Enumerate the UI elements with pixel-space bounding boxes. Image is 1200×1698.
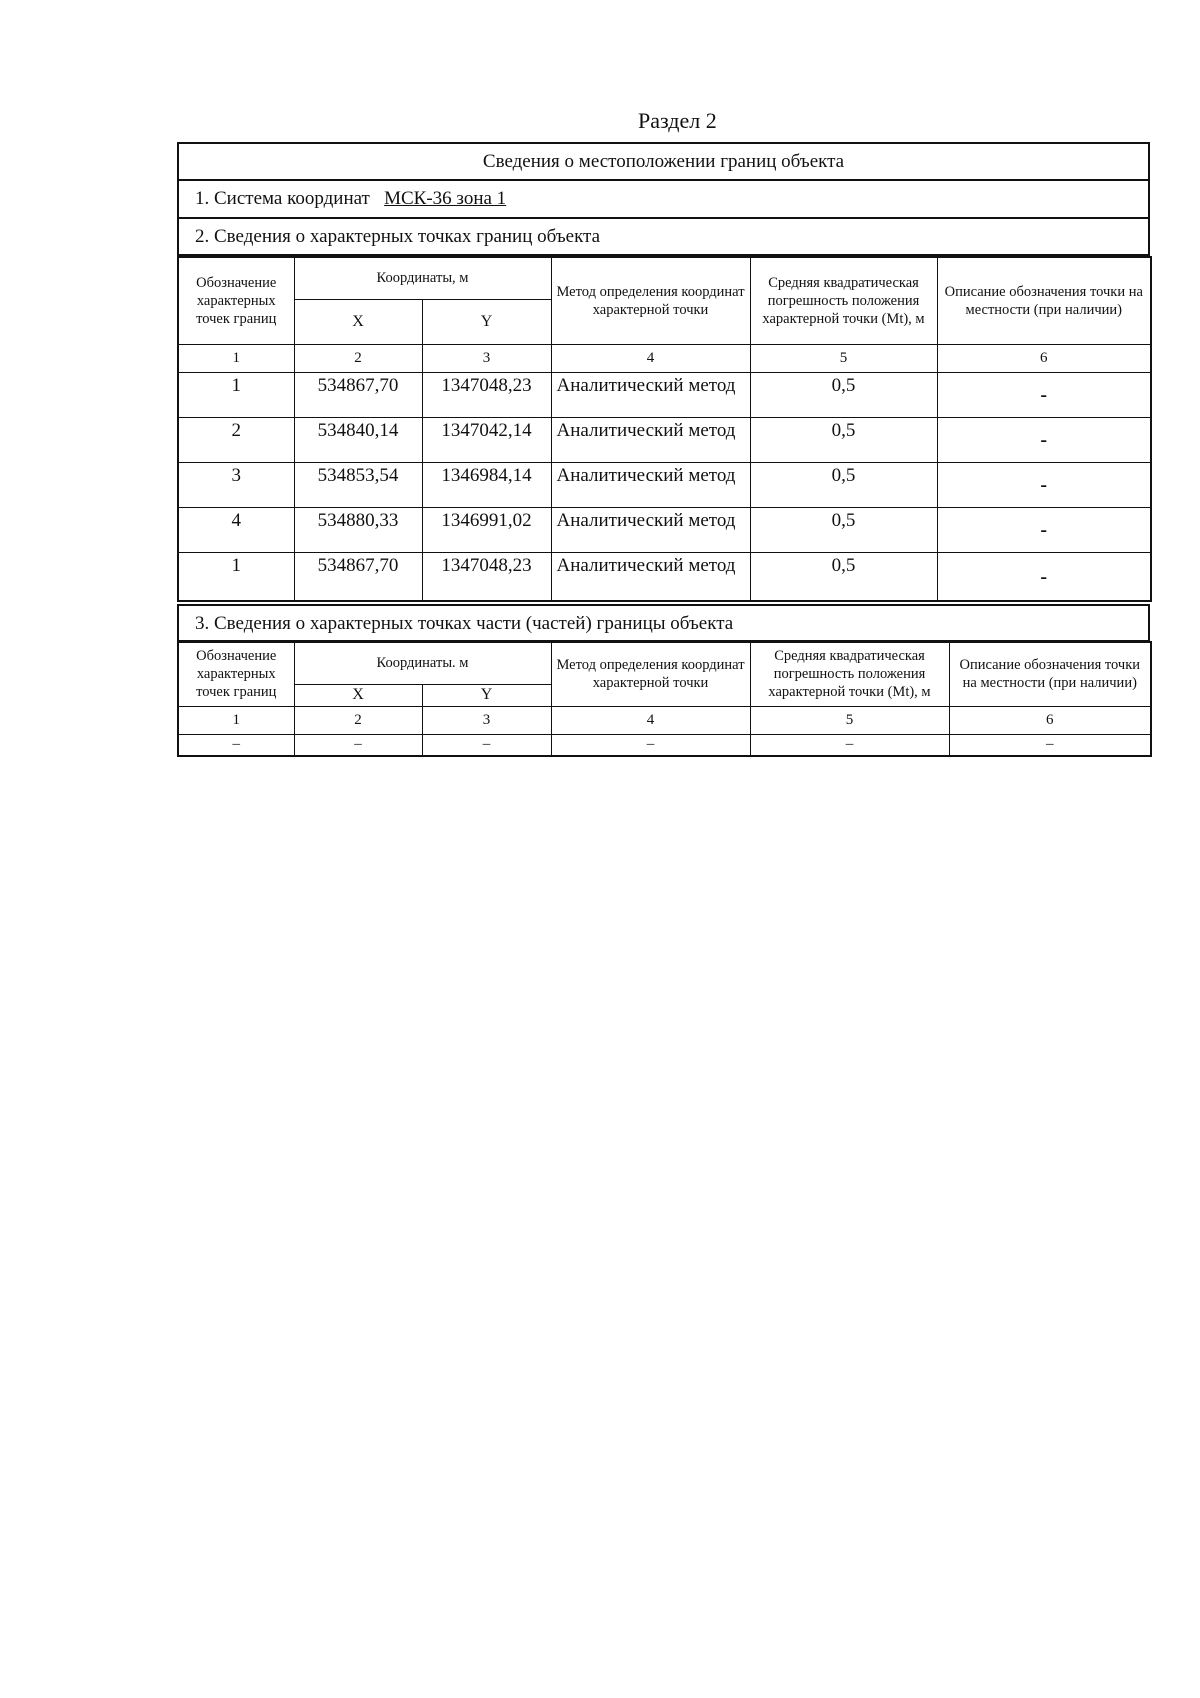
- part2-title-bar: [177, 218, 1150, 256]
- cell-method: Аналитический метод: [551, 417, 750, 462]
- cell-desc: -: [937, 417, 1151, 462]
- cell-y: 1347048,23: [422, 372, 551, 417]
- part3-table-wrap: [177, 641, 1150, 757]
- cell-desc: -: [937, 372, 1151, 417]
- cell-point: 3: [178, 462, 294, 507]
- cell-error: 0,5: [750, 462, 937, 507]
- part3-table: [177, 641, 1152, 757]
- header-title: Сведения о местоположении границ объекта: [482, 151, 845, 172]
- p3-header-x: X: [294, 684, 422, 706]
- coord-system-bar: [177, 180, 1150, 219]
- table-row: [178, 462, 1151, 507]
- cell-desc: -: [937, 462, 1151, 507]
- p2-header-description: Описание обозначения точки на местности (при наличии): [937, 257, 1151, 344]
- cell-x: 534867,70: [294, 372, 422, 417]
- cell-x: 534867,70: [294, 552, 422, 601]
- table-row: [178, 372, 1151, 417]
- cell-desc: -: [937, 507, 1151, 552]
- p3-colnum: 5: [750, 706, 949, 734]
- p2-header-y: Y: [422, 299, 551, 344]
- cell-y: 1347042,14: [422, 417, 551, 462]
- cell-point: 1: [178, 552, 294, 601]
- cell-y: 1346991,02: [422, 507, 551, 552]
- table-row: [178, 734, 1151, 756]
- p3-colnum: 6: [949, 706, 1151, 734]
- p3-cell: –: [551, 734, 750, 756]
- cell-desc: -: [937, 552, 1151, 601]
- cell-method: Аналитический метод: [551, 507, 750, 552]
- p3-header-coords: Координаты. м: [294, 642, 551, 684]
- p3-cell: –: [178, 734, 294, 756]
- p3-header-description: Описание обозначения точки на местности (при наличии): [949, 642, 1151, 706]
- p2-colnum: 6: [937, 344, 1151, 372]
- p3-cell: –: [949, 734, 1151, 756]
- p3-header-y: Y: [422, 684, 551, 706]
- p3-header-designation: Обозначение характерных точек границ: [178, 642, 294, 706]
- part2-title: 2. Сведения о характерных точках границ объекта: [195, 226, 601, 247]
- part3-title-bar: [177, 604, 1150, 642]
- cell-method: Аналитический метод: [551, 372, 750, 417]
- cell-error: 0,5: [750, 507, 937, 552]
- part2-table-wrap: [177, 256, 1150, 602]
- cell-error: 0,5: [750, 552, 937, 601]
- p3-cell: –: [294, 734, 422, 756]
- header-title-bar: [177, 142, 1150, 181]
- cell-method: Аналитический метод: [551, 462, 750, 507]
- p3-cell: –: [750, 734, 949, 756]
- table-row: [178, 552, 1151, 601]
- table-row: [178, 417, 1151, 462]
- cell-error: 0,5: [750, 417, 937, 462]
- p2-colnum: 3: [422, 344, 551, 372]
- p3-colnum: 4: [551, 706, 750, 734]
- p2-colnum: 5: [750, 344, 937, 372]
- cell-point: 1: [178, 372, 294, 417]
- p3-cell: –: [422, 734, 551, 756]
- part2-table: [177, 256, 1152, 602]
- cell-x: 534853,54: [294, 462, 422, 507]
- coord-system-label: 1. Система координат: [195, 188, 370, 209]
- p2-header-x: X: [294, 299, 422, 344]
- p3-header-method: Метод определения координат характерной точки: [551, 642, 750, 706]
- section-title: Раздел 2: [638, 108, 717, 133]
- p3-colnum: 3: [422, 706, 551, 734]
- cell-y: 1347048,23: [422, 552, 551, 601]
- p2-colnum: 4: [551, 344, 750, 372]
- p2-header-method: Метод определения координат характерной точки: [551, 257, 750, 344]
- p2-colnum: 2: [294, 344, 422, 372]
- cell-x: 534880,33: [294, 507, 422, 552]
- p3-colnum: 2: [294, 706, 422, 734]
- p3-colnum: 1: [178, 706, 294, 734]
- cell-x: 534840,14: [294, 417, 422, 462]
- cell-method: Аналитический метод: [551, 552, 750, 601]
- table-row: [178, 507, 1151, 552]
- cell-error: 0,5: [750, 372, 937, 417]
- cell-point: 4: [178, 507, 294, 552]
- cell-point: 2: [178, 417, 294, 462]
- p3-header-error: Средняя квадратическая погрешность положения характерной точки (Mt), м: [750, 642, 949, 706]
- p2-header-coords: Координаты, м: [294, 257, 551, 299]
- cell-y: 1346984,14: [422, 462, 551, 507]
- coord-system-value: МСК-36 зона 1: [384, 188, 507, 209]
- p2-colnum: 1: [178, 344, 294, 372]
- p2-header-error: Средняя квадратическая погрешность положения характерной точки (Mt), м: [750, 257, 937, 344]
- part3-title: 3. Сведения о характерных точках части (частей) границы объекта: [195, 613, 734, 634]
- p2-header-designation: Обозначение характерных точек границ: [178, 257, 294, 344]
